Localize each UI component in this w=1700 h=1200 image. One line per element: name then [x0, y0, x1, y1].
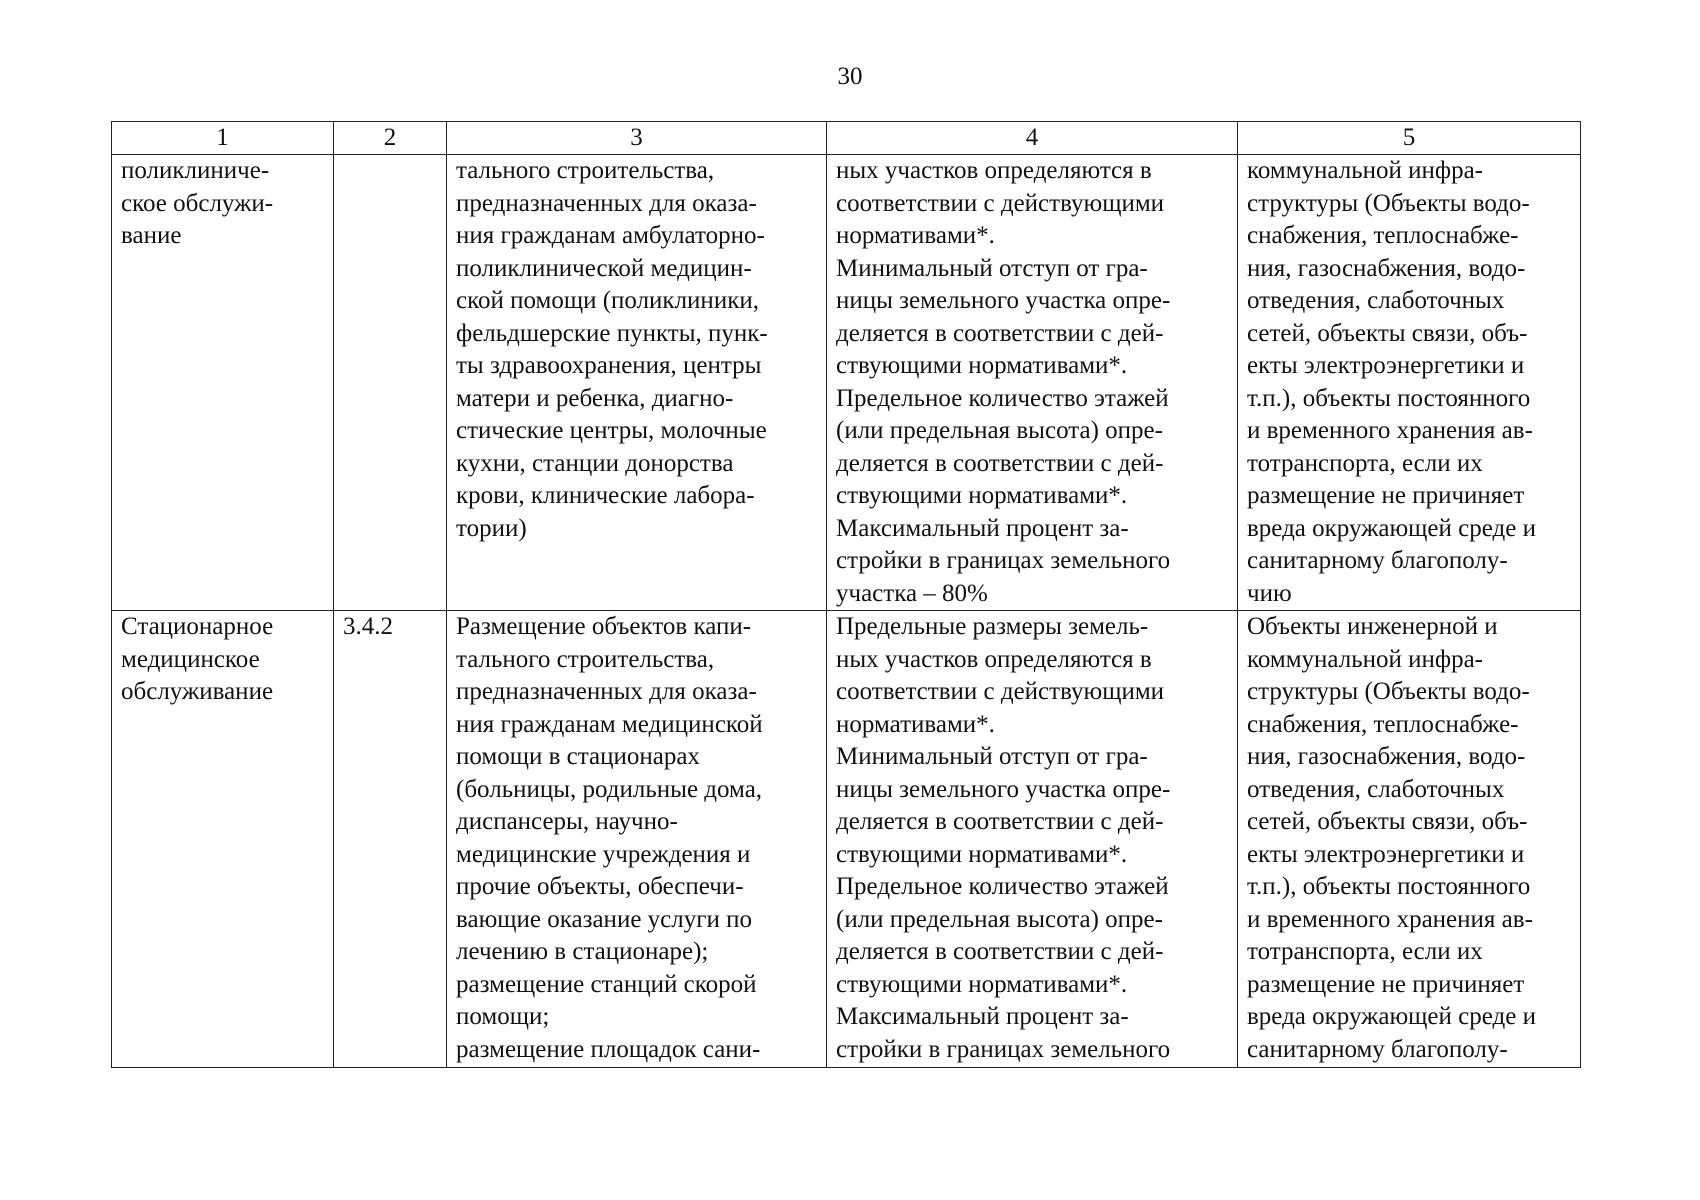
cell-text-line: фельдшерские пункты, пунк- [456, 319, 768, 347]
cell-text-line: Объекты инженерной и [1247, 613, 1498, 640]
column-header-2: 2 [334, 122, 447, 155]
cell-parameters [827, 155, 1238, 611]
cell-text-line: отведения, слаботочных [1247, 775, 1505, 803]
cell-text-line: сетей, объекты связи, объ- [1247, 319, 1528, 347]
cell-text-line: ствующими нормативами*. [836, 352, 1128, 379]
cell-text-line: тории) [456, 514, 527, 542]
cell-text-line: ницы земельного участка опре- [836, 775, 1171, 803]
page-number: 30 [837, 63, 863, 90]
cell-text-line: коммунальной инфра- [1247, 645, 1483, 673]
cell-text-line: поликлиниче- [121, 157, 270, 184]
cell-text-line: санитарному благополу- [1247, 547, 1508, 574]
cell-text-line: ское обслужи- [121, 189, 274, 217]
cell-text-line: ской помощи (поликлиники, [456, 287, 759, 314]
cell-text-line: тотранспорта, если их [1247, 449, 1483, 477]
cell-text-line: сетей, объекты связи, объ- [1247, 808, 1528, 835]
cell-text-line: тотранспорта, если их [1247, 938, 1483, 965]
cell-text-line: нормативами*. [836, 710, 995, 738]
cell-text-line: структуры (Объекты водо- [1247, 189, 1530, 217]
cell-text-line: Минимальный отступ от гра- [836, 743, 1148, 770]
cell-text-line: Предельное количество этажей [836, 873, 1169, 900]
cell-text-line: т.п.), объекты постоянного [1247, 384, 1531, 412]
cell-text-line: и временного хранения ав- [1247, 417, 1533, 444]
cell-text-line: екты электроэнергетики и [1247, 352, 1525, 379]
cell-text-line: медицинское [121, 645, 260, 673]
cell-text-line: вреда окружающей среде и [1247, 514, 1536, 542]
cell-text-line: Предельное количество этажей [836, 384, 1169, 412]
cell-land-use-name [112, 611, 334, 1068]
cell-text-line: Размещение объектов капи- [456, 613, 752, 640]
table-header-row [112, 122, 1581, 155]
cell-code [334, 611, 447, 1068]
cell-text-line: отведения, слаботочных [1247, 287, 1505, 314]
cell-text-line: коммунальной инфра- [1247, 157, 1483, 184]
cell-text-line: стройки в границах земельного [836, 1035, 1171, 1063]
cell-text-line: крови, клинические лабора- [456, 482, 755, 509]
cell-text-line: ния, газоснабжения, водо- [1247, 743, 1526, 770]
cell-text-line: Максимальный процент за- [836, 514, 1129, 542]
cell-text-line: ствующими нормативами*. [836, 970, 1128, 998]
cell-text-line: размещение не причиняет [1247, 482, 1525, 509]
cell-text-line: ния гражданам амбулаторно- [456, 222, 765, 249]
cell-text-line: стические центры, молочные [456, 417, 767, 444]
cell-text-line: снабжения, теплоснабже- [1247, 710, 1519, 738]
cell-text-line: структуры (Объекты водо- [1247, 678, 1530, 705]
cell-text-line: размещение площадок сани- [456, 1035, 761, 1063]
cell-text-line: лечению в стационаре); [456, 938, 709, 965]
table-row [112, 155, 1581, 611]
cell-text-line: деляется в соответствии с дей- [836, 449, 1164, 477]
cell-text-line: (или предельная высота) опре- [836, 905, 1163, 933]
cell-text-line: участка – 80% [836, 579, 988, 607]
cell-text-line: стройки в границах земельного [836, 547, 1171, 574]
cell-text-line: вание [121, 222, 182, 249]
cell-text-line: деляется в соответствии с дей- [836, 808, 1164, 835]
cell-text-line: деляется в соответствии с дей- [836, 938, 1164, 965]
column-header-3: 3 [447, 122, 827, 155]
cell-auxiliary-objects [1238, 155, 1581, 611]
cell-text-line: ния гражданам медицинской [456, 710, 763, 738]
cell-text-line: Максимальный процент за- [836, 1003, 1129, 1030]
cell-text-line: ния, газоснабжения, водо- [1247, 254, 1526, 282]
column-header-5: 5 [1238, 122, 1581, 155]
cell-text-line: екты электроэнергетики и [1247, 840, 1525, 868]
column-header-1: 1 [112, 122, 334, 155]
cell-text-line: Минимальный отступ от гра- [836, 254, 1148, 282]
column-header-4: 4 [827, 122, 1238, 155]
cell-text-line: чию [1247, 579, 1292, 607]
cell-text-line: ных участков определяются в [836, 157, 1152, 184]
cell-text-line: помощи; [456, 1003, 550, 1030]
cell-text-line: ных участков определяются в [836, 645, 1152, 673]
cell-text-line: нормативами*. [836, 222, 995, 249]
cell-text-line: размещение станций скорой [456, 970, 757, 998]
cell-text-line: снабжения, теплоснабже- [1247, 222, 1519, 249]
cell-text-line: деляется в соответствии с дей- [836, 319, 1164, 347]
cell-text-line: и временного хранения ав- [1247, 905, 1533, 933]
table-row [112, 611, 1581, 1068]
cell-description [447, 155, 827, 611]
cell-text-line: помощи в стационарах [456, 743, 700, 770]
cell-code [334, 155, 447, 611]
cell-text-line: тального строительства, [456, 157, 715, 184]
cell-text-line: размещение не причиняет [1247, 970, 1525, 998]
cell-text-line: диспансеры, научно- [456, 808, 678, 835]
cell-text-line: т.п.), объекты постоянного [1247, 873, 1531, 900]
cell-text-line: ницы земельного участка опре- [836, 287, 1171, 314]
cell-text-line: ты здравоохранения, центры [456, 352, 762, 379]
cell-text-line: (или предельная высота) опре- [836, 417, 1163, 444]
cell-text-line: Стационарное [121, 613, 274, 640]
cell-text-line: предназначенных для оказа- [456, 678, 757, 705]
cell-text-line: матери и ребенка, диагно- [456, 384, 734, 412]
cell-text-line: ствующими нормативами*. [836, 840, 1128, 868]
cell-text-line: кухни, станции донорства [456, 449, 734, 477]
cell-auxiliary-objects [1238, 611, 1581, 1068]
cell-land-use-name [112, 155, 334, 611]
cell-text-line: вающие оказание услуги по [456, 905, 752, 933]
cell-text-line: (больницы, родильные дома, [456, 775, 763, 803]
cell-text-line: соответствии с действующими [836, 189, 1165, 217]
cell-parameters [827, 611, 1238, 1068]
cell-text-line: прочие объекты, обеспечи- [456, 873, 744, 900]
cell-text-line: предназначенных для оказа- [456, 189, 757, 217]
cell-text-line: ствующими нормативами*. [836, 482, 1128, 509]
cell-text-line: медицинские учреждения и [456, 840, 751, 868]
cell-text-line: обслуживание [121, 678, 274, 705]
cell-description [447, 611, 827, 1068]
cell-text-line: санитарному благополу- [1247, 1035, 1508, 1063]
cell-text-line: 3.4.2 [343, 613, 393, 640]
cell-text-line: тального строительства, [456, 645, 715, 673]
cell-text-line: поликлинической медицин- [456, 254, 752, 282]
document-table [111, 121, 1581, 1068]
cell-text-line: соответствии с действующими [836, 678, 1165, 705]
cell-text-line: Предельные размеры земель- [836, 613, 1149, 640]
cell-text-line: вреда окружающей среде и [1247, 1003, 1536, 1030]
